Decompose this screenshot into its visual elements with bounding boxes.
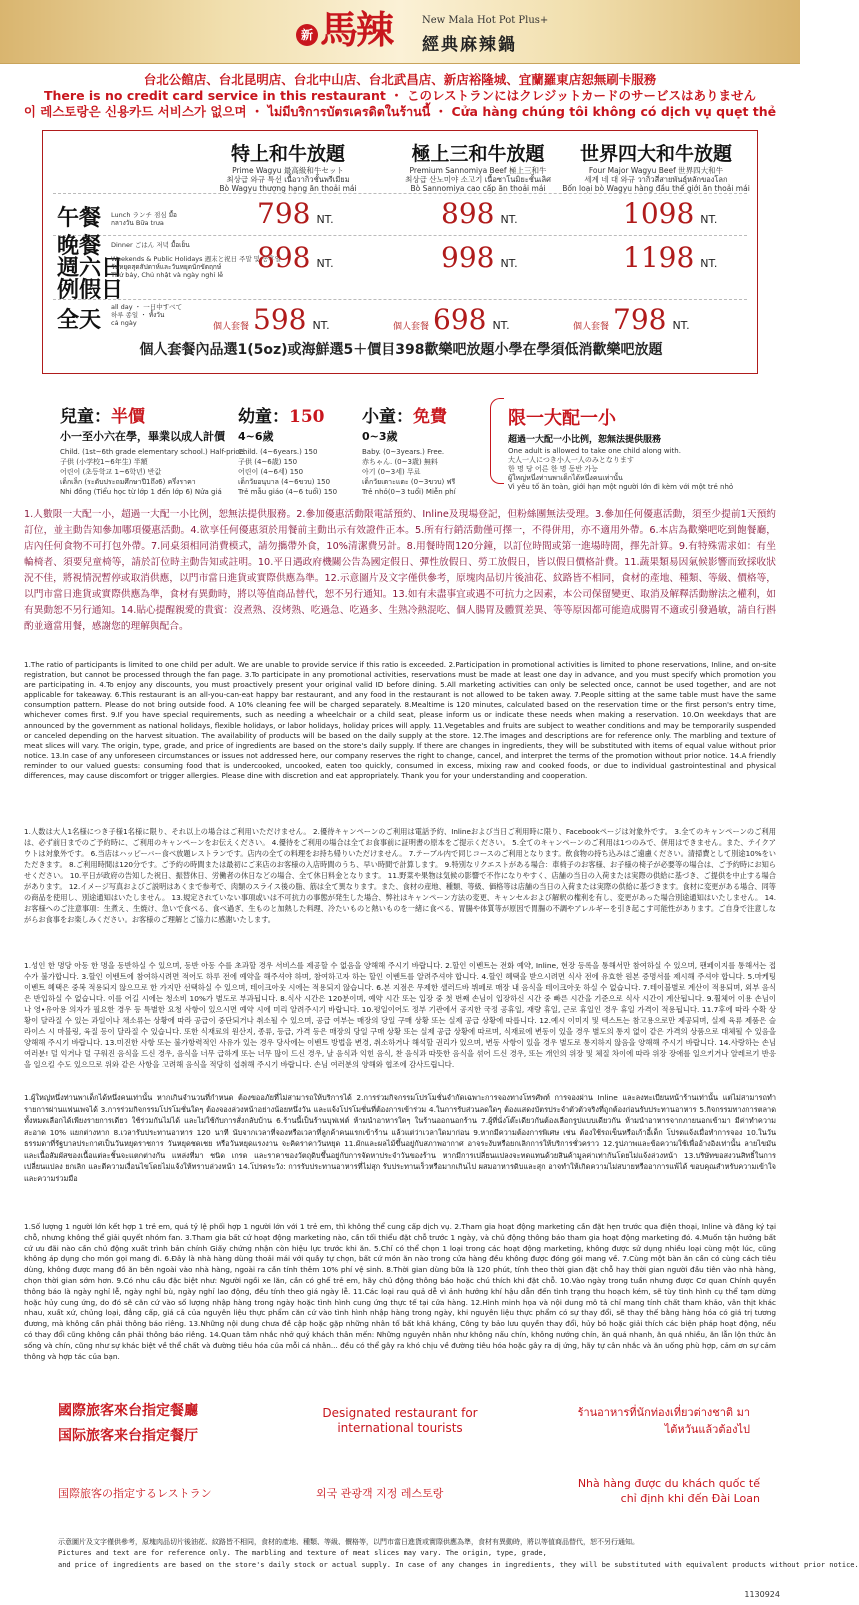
price-value: 1098 <box>623 197 695 230</box>
kid-line: 아기 (0~3세) 무료 <box>362 468 421 476</box>
price-value: 898 <box>441 197 495 230</box>
one-adult-one-child-limit <box>490 398 750 491</box>
no-card-notice-en-ja: There is no credit card service in this restaurant ・ このレストランにはクレジットカードのサービスはありません <box>44 88 756 103</box>
rules-chinese: 1.人數限一大配一小，超過一大配一小比例，恕無法提供服務。2.參加優惠活動限電話預約、Inline及現場登記，但粉絲團無法受理。3.參加任何優惠活動，須至少提前1天預約訂位，並主動告知參加哪項優惠活動。4.欲享任何優惠須於用餐前主動出示有效證件正本。5.所有行銷活動僅可擇一，不得併用，亦不適用外帶。6.本店為歡樂吧吃到飽餐廳，店內任何食物不可打包外帶。7.同桌須相同消費模式，請勿攜帶外食，10%清潔費另計。8.用餐時間120分鐘，以訂位時間或第一進場時間，擇先計算。9.有特殊需求如：有坐輪椅者、須要兒童椅等，請於訂位時主動告知或註明。10.平日遇政府機關公告為國定假日、彈性放假日、勞工放假日，皆以假日價格計費。11.蔬果類易因氣候影響而致採收狀況不佳，將視情況暫停或取消供應，以門市當日進貨或實際供應為準。12.示意圖片及文字僅供參考，原塊肉品切片後油花、紋路皆不相同，食材的產地、種類、等級、價格等，以門市當日進貨或實際供應為準，食材有異動時，將以等值商品替代，恕不另行通知。13.如有未盡事宜或遇不可抗力之因素，本公司保留變更、取消及解釋活動辦法之權利，如有異動恕不另行通知。14.貼心提醒親愛的貴賓：沒煮熟、沒烤熟、吃過急、吃過多、生熟冷熱混吃、個人腸胃及體質差異、等等原因都可能造成腸胃不適或引發過敏，請自行斟酌並適當用餐，感謝您的理解與配合。 <box>24 509 776 632</box>
kid-title: 幼童： <box>238 407 289 427</box>
kid-line: Child. (4~6years.) 150 <box>238 448 318 456</box>
kid-title: 兒童： <box>60 407 111 427</box>
column-sub-th: เนื้อวากิวชั้นพรีเมียม <box>284 175 350 184</box>
kid-line: Child. (1st~6th grade elementary school.) Half-price. <box>60 448 246 456</box>
kid-price: 半價 <box>111 407 145 427</box>
currency: NT. <box>316 213 334 226</box>
set-label: 個人套餐 <box>573 322 610 332</box>
set-label: 個人套餐 <box>213 322 250 332</box>
weekend-sub: Weekends & Public Holidays 週末と祝日 주말 및 공휴일 <box>111 255 281 263</box>
designated-th: ร้านอาหารที่นักท่องเที่ยวต่างชาติ มาไต้หวันแล้วต้องไป <box>577 1406 750 1436</box>
column-title: 世界四大和牛放題 <box>579 143 732 165</box>
designated-vi: Nhà hàng được du khách quốc tế chỉ định khi đến Đài Loan <box>577 1477 760 1505</box>
price-value: 698 <box>433 303 487 336</box>
column-header-prime-wagyu <box>193 139 383 193</box>
price-dinner-prime <box>257 241 334 274</box>
column-sub-ko: 최상급 산노미야 소고기 <box>405 175 485 184</box>
column-sub-en: Prime Wagyu 最高級和牛セット <box>232 166 344 175</box>
holiday-label: 例假日 <box>57 277 124 303</box>
price-allday-prime <box>253 303 330 336</box>
document-code: 1130924 <box>744 1590 780 1599</box>
price-lunch-prime <box>257 197 334 230</box>
currency: NT. <box>672 319 690 332</box>
logo-mark: 馬辣 <box>320 7 393 52</box>
header-banner <box>0 0 800 64</box>
currency: NT. <box>312 319 330 332</box>
designated-zh-tw: 國際旅客來台指定餐廳 <box>58 1403 198 1419</box>
rules-english: 1.The ratio of participants is limited to one child per adult. We are unable to provide service if this ratio is exceeded. 2.Participation in promotional activities is limited to phone reservations, Inline, and on-site registration, but cannot be processed through the fan page. 3.To participate in any promotional activities, reservations must be made at least one day in advance, and you must specify which promotion you are participating in. 4.To enjoy any discounts, you must proactively present your original valid ID before dining. 5.All marketing activities can only be selected once, cannot be used together, and are not applicable for takeaway. 6.This restaurant is an all-you-can-eat happy bar restaurant, and any food in the restaurant is not allowed to be taken away. 7.People sitting at the same table must have the same consumption pattern. Please do not bring outside food. A 10% cleaning fee will be charged separately. 8.Mealtime is 120 minutes, calculated based on the reservation time or the first person's entry time, whichever comes first. 9.If you have special requirements, such as needing a wheelchair or a child seat, please inform us or indicate these needs when making a reservation. 10.On weekdays that are announced by the government as national holidays, flexible holidays, or labor holidays, holiday prices will apply. 11.Vegetables and fruits are subject to weather conditions and may be temporarily suspended or canceled depending on the harvest situation. The availability of products will be based on the daily supply at the store. 12.The images and descriptions are for reference only. The marbling and texture of meat slices will vary. The origin, type, grade, and price of ingredients are based on the store's daily supply. If there are changes in ingredients, they will be substituted with items of equal value without prior notice. 13.In case of any unforeseen circumstances or issues not addressed here, our company reserves the right to change, cancel, and interpret the terms of the promotion without prior notice. 14.A friendly reminder to our valued guests: consuming food that is undercooked, uncooked, eaten too quickly, consumed in excess, mixing raw and cooked foods, or due to individual gastrointestinal and physical differences, may cause discomfort or trigger allergies. Please dine with discretion and eat appropriately. Thank you for your understanding and cooperation. <box>24 660 776 781</box>
kid-line: Baby. (0~3years.) Free. <box>362 448 445 456</box>
column-sub-en: Four Major Wagyu Beef 世界四大和牛 <box>588 166 724 175</box>
footer-disclaimer-en-2: and price of ingredients are based on the store's daily stock or actual supply. In case of any changes in ingredients, they will be substituted with equivalent products without prior notice. <box>58 1561 859 1569</box>
kid-price: 免費 <box>413 407 447 427</box>
limit-line: One adult is allowed to take one child along with. <box>508 447 681 455</box>
currency: NT. <box>500 213 518 226</box>
kid-line: 子供 (小学校1~6年生) 半額 <box>60 458 148 466</box>
set-meal-footnote: 個人套餐內品選1(5oz)或海鮮選5＋價目398歡樂吧放題小學在學須低消歡樂吧放題 <box>139 342 663 358</box>
column-sub-ko: 세계 네 대 와규 <box>584 175 638 184</box>
rules-korean: 1.성인 한 명당 아동 한 명을 동반하실 수 있으며, 동반 아동 수를 초과할 경우 서비스를 제공할 수 없음을 양해해 주시기 바랍니다. 2.할인 이벤트는 전화 예약, Inline, 현장 등록을 통해서만 참여하실 수 있으며, 팬페이지를 통해서는 접수가 불가합니다. 3.할인 이벤트에 참여하시려면 적어도 하루 전에 예약을 해주셔야 하며, 참여하고자 하는 할인 이벤트를 알려주셔야 합니다. 4.할인 혜택을 받으시려면 식사 전에 유효한 원본 증명서를 제시해 주셔야 합니다. 5.마케팅 이벤트 혜택은 중복 적용되지 않으므로 한 가지만 선택하실 수 있으며, 테이크아웃 시에는 적용되지 않습니다. 6.본 지점은 무제한 샐러드바 뷔페로 매장 내 음식을 테이크아웃 하실 수 없습니다. 7.테이블별로 계산이 적용되며, 외부 음식은 반입하실 수 없습니다. 이를 어길 시에는 청소비 10%가 별도로 부과됩니다. 8.식사 시간은 120분이며, 예약 시간 또는 입장 중 첫 번째 손님이 입장하신 시간 중 빠른 시간을 기준으로 식사 시간이 계산됩니다. 9.휠체어 이용 손님이나 영•유아용 의자가 필요한 경우 등 특별한 요청 사항이 있으시면 예약 시에 미리 알려주시기 바랍니다. 10.평일이어도 정부 기관에서 공지한 국정 공휴일, 재량 휴일, 근로 휴일인 경우 휴일 가격이 적용됩니다. 11.7후에 따라 수확 상황이 달라질 수 있는 과일이나 채소류는 상황에 따라 공급이 중단되거나 취소될 수 있으며, 공급 여부는 매장의 당일 구매 상황 또는 실제 공급 상황에 따릅니다. 12.예시 이미지 및 텍스트는 참고용으로만 제공되며, 실제 육류 제품은 슬라이스 시 마블링, 육질 등이 달라질 수 있습니다. 또한 식재료의 원산지, 종류, 등급, 가격 등은 매장의 당일 구매 상황 또는 실제 공급 상황에 따르며, 식재료에 변동이 있을 경우 별도의 통지 없이 같은 가격의 상품으로 대체될 수 있음을 양해해 주시기 바랍니다. 13.미진한 사항 또는 불가항력적인 사유가 있는 경우 당사에는 이벤트 방법을 변경, 취소하거나 해석할 권리가 있으며, 변동 사항이 있을 경우 별도로 통지하지 않음을 양해해 주시기 바랍니다. 14.사랑하는 손님 여러분! 덜 익거나 덜 구워진 음식을 드신 경우, 음식을 너무 급하게 또는 너무 많이 드신 경우, 날 음식과 익힌 음식, 찬 음식과 따뜻한 음식을 섞어 드신 경우, 또는 개인의 위장 및 체질 차이에 따라 위장 장애를 일으키거나 알레르기 반응을 일으킬 수도 있으므로 위와 같은 사항을 고려해 음식을 적당히 섭취해 주시기 바랍니다. 손님 여러분의 양해와 협조에 감사드립니다. <box>24 961 776 1069</box>
weekend-label: 週六日 <box>57 255 124 281</box>
kid-sub: 小一至小六在學，畢業以成人計價 <box>60 430 225 443</box>
child-pricing-elementary <box>60 402 246 497</box>
rules-vietnamese: 1.Số lượng 1 người lớn kết hợp 1 trẻ em, quá tỷ lệ phối hợp 1 người lớn với 1 trẻ em, thì không thể cung cấp dịch vụ. 2.Tham gia hoạt động marketing cần đặt hẹn trước qua điện thoại, Inline và đăng ký tại chỗ, nhưng không thể giải quyết nhóm fan. 3.Tham gia bất cứ hoạt động marketing nào, cần tối thiểu đặt chỗ trước 1 ngày, và chủ động thông báo tham gia hoạt động marketing đó. 4.Muốn tận hưởng bất cứ ưu đãi nào cần chủ động xuất trình bản chính Giấy chứng nhận còn hiệu lực trước khi ăn. 5.Chỉ có thể chọn 1 loại trong các hoạt động marketing, không được sử dụng nhiều loại cùng một lúc, cũng không áp dụng cho món gọi mang đi. 6.Đây là nhà hàng dùng thoải mái với quầy tự chọn, bất cứ món ăn nào trong cửa hàng đều không được đóng gói mang về. 7.Cùng một bàn ăn cần có cùng cách tiêu dùng, không được mang đồ ăn bên ngoài vào nhà hàng, ngoài ra cần tính thêm 10% phí vệ sinh. 8.Thời gian dùng bữa là 120 phút, tính theo thời gian đặt chỗ hay thời gian người đầu tiên vào nhà hàng, chọn thời gian sớm hơn. 9.Có nhu cầu đặc biệt như: Người ngồi xe lăn, cần có ghế trẻ em, hãy chủ động thông báo hoặc chú thích khi đặt chỗ. 10.Vào ngày trong tuần nhưng được Cơ quan Chính quyền thông báo là ngày nghỉ lễ, ngày nghỉ bù, ngày nghỉ lao động, đều tính theo giá ngày lễ. 11.Các loại rau quả dễ vì ảnh hưởng khí hậu dẫn đến tình trạng thu hoạch kém, sẽ tùy tình hình cụ thể tạm dừng hoặc hủy cung ứng, do đó sẽ căn cứ vào số lượng nhập hàng trong ngày hoặc tình hình cung ứng thực tế tại cửa hàng. 12.Hình minh họa và nội dung mô tả chỉ mang tính chất tham khảo, vân thịt khác nhau, xuất xứ, chủng loại, đẳng cấp, giá cả của nguyên liệu thực phẩm căn cứ vào tình hình nhập hàng trong ngày, khi nguyên liệu thực phẩm có sự thay đổi, sẽ thay thế bằng hàng hóa có giá trị tương đương, mà không cần phải thông báo riêng. 13.Những nội dung chưa đề cập hoặc gặp những nhân tố bất khả kháng, Công ty bảo lưu quyền thay đổi, hủy bỏ hoặc giải thích các biện pháp hoạt động, nếu có thay đổi cũng không cần phải thông báo riêng. 14.Quan tâm nhắc nhở quý khách thân mến: Những nguyên nhân như không nấu chín, không nướng chín, ăn quá nhanh, ăn quá nhiều, ăn lẫn lộn thức ăn sống và chín, cũng như sự khác biệt về thể chất và đường tiêu hóa của mỗi cá nhân... đều có thể gây ra khó chịu về đường tiêu hóa hoặc gây ra dị ứng, hãy tự cân nhắc và ăn uống phù hợp, cảm ơn sự cảm thông và hợp tác của bạn. <box>24 1222 777 1361</box>
brand-logo <box>296 6 549 58</box>
kid-line: เด็กเล็ก (ระดับประถมศึกษาปี1ถึง6) ครึ่งราคา <box>60 478 196 486</box>
currency: NT. <box>492 319 510 332</box>
designated-ko: 외국 관광객 지정 레스토랑 <box>316 1487 444 1500</box>
divider <box>53 235 747 236</box>
price-value: 898 <box>257 241 311 274</box>
limit-line: ผู้ใหญ่หนึ่งท่านพาเด็กได้หนึ่งคนเท่านั้น <box>508 474 623 482</box>
price-value: 1198 <box>623 241 695 274</box>
currency: NT. <box>700 257 718 270</box>
rules-thai: 1.ผู้ใหญ่หนึ่งท่านพาเด็กได้หนึ่งคนเท่านั้น หากเกินจำนวนที่กำหนด ต้องขออภัยที่ไม่สามารถให้บริการได้ 2.การร่วมกิจกรรมโปรโมชั่นจำกัดเฉพาะการจองทางโทรศัพท์ การจองผ่าน Inline และลงทะเบียนหน้าร้านเท่านั้น แต่ไม่สามารถทำรายการผ่านแฟนเพจได้ 3.การร่วมกิจกรรมโปรโมชั่นใดๆ ต้องจองล่วงหน้าอย่างน้อยหนึ่งวัน และแจ้งโปรโมชั่นที่ต้องการเข้าร่วม 4.ในการรับส่วนลดใดๆ ต้องแสดงบัตรประจำตัวตัวจริงที่ถูกต้องก่อนรับประทานอาหาร 5.กิจกรรมทางการตลาดทั้งหมดเลือกได้เพียงรายการเดียว ใช้ร่วมกันไม่ได้ และไม่ใช้กับการสั่งกลับบ้าน 6.ร้านนี้เป็นร้านบุฟเฟต์ ห้ามนำอาหารใดๆ ในร้านออกนอกร้าน 7.ผู้ที่นั่งโต๊ะเดียวกันต้องเลือกรูปแบบเดียวกัน ห้ามนำอาหารจากภายนอกเข้ามา มีค่าทำความสะอาด 10% แยกต่างหาก 8.เวลารับประทานอาหาร 120 นาที นับจากเวลาที่จองหรือเวลาที่ลูกค้าคนแรกเข้าร้าน แล้วแต่ว่าเวลาใดมาก่อน 9.หากมีความต้องการพิเศษ เช่น ต้องใช้รถเข็นหรือเก้าอี้เด็ก โปรดแจ้งเมื่อทำการจอง 10.ในวันธรรมดาที่รัฐบาลประกาศเป็นวันหยุดราชการ วันหยุดชดเชย หรือวันหยุดแรงงาน จะคิดราคาวันหยุด 11.ผักและผลไม้ขึ้นอยู่กับสภาพอากาศ อาจระงับหรือยกเลิกการให้บริการชั่วคราว 12.รูปภาพและข้อความใช้เพื่ออ้างอิงเท่านั้น ลายไขมันและเนื้อสัมผัสของเนื้อแต่ละชิ้นจะแตกต่างกัน แหล่งที่มา ชนิด เกรด และราคาของวัตถุดิบขึ้นอยู่กับการจัดหาประจำวันของร้าน หากมีการเปลี่ยนแปลงจะทดแทนด้วยสินค้ามูลค่าเท่ากันโดยไม่แจ้งล่วงหน้า 13.บริษัทขอสงวนสิทธิ์ในการเปลี่ยนแปลง ยกเลิก และตีความเงื่อนไขโดยไม่แจ้งให้ทราบล่วงหน้า 14.โปรดระวัง: การรับประทานอาหารที่ไม่สุก รับประทานเร็วหรือมากเกินไป ผสมอาหารดิบและสุก อาจทำให้เกิดความไม่สบายหรืออาการแพ้ได้ ขอบคุณสำหรับความเข้าใจและความร่วมมือ <box>24 1093 776 1183</box>
price-lunch-sannomiya <box>441 197 518 230</box>
limit-title: 限一大配一小 <box>508 408 616 429</box>
divider <box>53 193 747 194</box>
column-sub-vi: Bò Sannomiya cao cấp ăn thoải mái <box>410 184 546 193</box>
logo-english: New Mala Hot Pot Plus+ <box>422 15 549 26</box>
kid-line: Trẻ mẫu giáo (4~6 tuổi) 150 <box>238 488 338 496</box>
weekend-sub-vi: Thứ bảy, Chủ nhật và ngày nghỉ lễ <box>111 271 224 279</box>
price-value: 598 <box>253 303 307 336</box>
column-sub-vi: Bò Wagyu thượng hạng ăn thoải mái <box>219 184 357 193</box>
column-title: 極上三和牛放題 <box>411 143 545 165</box>
allday-sub-ko-th: 하루 종일 ・ ทั้งวัน <box>111 311 165 319</box>
kid-sub: 4~6歲 <box>238 430 274 443</box>
footer-disclaimer-en-1: Pictures and text are for reference only. The marbling and texture of meat slices may vary. The origin, type, grade, <box>58 1549 547 1557</box>
no-card-notice-ko-th-vi: 이 레스토랑은 신용카드 서비스가 없으며 ・ ไม่มีบริการบัตรเครดิตในร้านนี้ ・ Cửa hàng chúng tôi không có dịch vụ quẹt thẻ <box>23 104 777 119</box>
row-sub-lunch: Lunch ランチ 점심 มื้อกลางวัน Bữa trưa <box>111 211 177 227</box>
price-value: 998 <box>441 241 495 274</box>
child-pricing-preschool <box>238 402 337 497</box>
kid-line: 어린이 (초등학교 1~6학년) 반값 <box>60 468 162 476</box>
limit-line: 한 명 당 어른 한 명 동반 가능 <box>508 465 598 473</box>
kid-line: Trẻ nhỏ(0~3 tuổi) Miễn phí <box>362 488 456 496</box>
price-value: 798 <box>257 197 311 230</box>
kid-line: เด็กวัยอนุบาล (4~6ขวบ) 150 <box>238 478 331 486</box>
currency: NT. <box>500 257 518 270</box>
kid-line: 子供 (4~6歳) 150 <box>238 458 298 466</box>
limit-sub: 超過一大配一小比例，恕無法提供服務 <box>508 435 662 445</box>
price-allday-four <box>613 303 690 336</box>
weekend-sub-th: วันหยุดสุดสัปดาห์และวันหยุดนักขัตฤกษ์ <box>111 263 222 271</box>
set-label: 個人套餐 <box>393 322 430 332</box>
brace-decoration <box>490 398 504 484</box>
logo-seal: 新 <box>296 24 318 46</box>
footer-disclaimer-zh: 示意圖片及文字僅供參考，原塊肉品切片後油花、紋路皆不相同，食材的產地、種類、等級、價格等，以門市當日進貨或實際供應為準，食材有異動時，將以等值商品替代，恕不另行通知。 <box>58 1538 639 1546</box>
kid-line: Nhi đồng (Tiểu học từ lớp 1 đến lớp 6) Nửa giá <box>60 488 222 496</box>
designated-ja: 国際旅客の指定するレストラン <box>58 1487 212 1500</box>
row-label-allday: 全天 <box>57 307 102 333</box>
kid-line: เด็กวัยเตาะแตะ (0~3ขวบ) ฟรี <box>362 478 456 486</box>
column-header-four-wagyu <box>561 139 751 193</box>
currency: NT. <box>316 257 334 270</box>
kid-sub: 0~3歲 <box>362 430 398 443</box>
row-sub-dinner <box>111 241 281 279</box>
limit-line: 大人一人につき小人一人のみとなります <box>508 456 634 464</box>
row-label-lunch: 午餐 <box>57 205 102 231</box>
column-sub-vi: Bốn loại bò Wagyu hàng đầu thế giới ăn thoải mái <box>562 184 750 193</box>
no-card-branches: 台北公館店、台北昆明店、台北中山店、台北武昌店、新店裕隆城、宜蘭羅東店恕無刷卡服務 <box>143 72 657 87</box>
column-sub-th: วากิวสี่สายพันธุ์หลักของโลก <box>637 175 728 184</box>
dinner-label: 晚餐 <box>57 233 102 259</box>
column-sub-th: เนื้อซาโนมิยะชั้นเลิศ <box>484 175 551 184</box>
column-header-sannomiya <box>383 139 573 193</box>
column-sub-en: Premium Sannomiya Beef 極上三和牛 <box>409 166 547 175</box>
allday-sub-vi: cả ngày <box>111 319 137 327</box>
divider <box>53 299 747 300</box>
row-sub-allday <box>111 303 182 327</box>
designated-en: Designated restaurant for international tourists <box>322 1406 478 1435</box>
kid-title: 小童： <box>362 407 413 427</box>
kid-price: 150 <box>289 407 325 427</box>
column-sub-ko: 최상급 와규 특선 <box>226 175 285 184</box>
price-lunch-four <box>623 197 717 230</box>
column-title: 特上和牛放題 <box>230 143 345 165</box>
logo-chinese: 經典麻辣鍋 <box>422 35 517 55</box>
kid-line: 赤ちゃん. (0~3歳) 無料 <box>362 458 438 466</box>
allday-sub: all day ・ 一日中すべて <box>111 303 183 311</box>
rules-japanese: 1.人数は大人1名様につき子様1名様に限り、それ以上の場合はご利用いただけません。 2.優待キャンペーンのご利用は電話予約、Inlineおよび当日ご利用時に限り、Facebookページは対象外です。 3.全てのキャンペーンのご利用は、必ず前日までのご予約時に、ご利用のキャンペーンをお伝えください。 4.優待をご利用の場合は全てお食事前に証明書の原本をご提示ください。 5.全てのキャンペーンのご利用は1つのみで、併用はできません。また、テイクアウトは対象外です。 6.当店はハッピーバー食べ放題レストランです。店内の全ての料理をお持ち帰りいただけません。 7.テーブル内で同じコースのご利用となります。飲食物の持ち込みはご遠慮ください。清掃費として別途10%をいただきます。 8.ご利用時間は120分です。ご予約の時間または最初にご来店のお客様の入店時間のうち、早い時間で計算します。 9.特別なリクエストがある場合：車椅子のお客様、お子様の椅子が必要等の場合は、ご予約時にお知らせください。 10.平日が政府の告知した祝日、振替休日、労働者の休日などの場合、全て休日料金となります。 11.野菜や果物は気候の影響で不作になりやすく、店舗の当日の入荷または実際の供給に基づき、ご提供を中止する場合があります。 12.イメージ写真およびご説明はあくまで参考で、肉類のスライス後の脂、筋は全て異なります。また、食材の産地、種類、等級、価格等は店舗の当日の入荷または実際の供給に基づきます。食材に変更がある場合、同等の商品を使用し、別途通知はいたしません。 13.規定されていない事項或いは不可抗力の事態が発生した場合、弊社はキャンペーン方法の変更、キャンセルおよび解釈の権利を有し、変更があった場合別途通知はいたしません。 14.お客様へのご注意事項：生煮え、生焼け、急いで食べる、食べ過ぎ、生ものと加熱した料理、冷たいものと熱いものを一緒に食べる、胃腸や体質等が原因で胃腸の不調やアレルギーを引き起こす可能性があります。ご自身で注意しながらお食事をお楽しみください。お客様のご理解とご協力に感謝いたします。 <box>24 827 776 924</box>
price-allday-sannomiya <box>433 303 510 336</box>
dinner-sub: Dinner ごはん 저녁 มื้อเย็น <box>111 241 190 249</box>
price-dinner-sannomiya <box>441 241 518 274</box>
price-dinner-four <box>623 241 717 274</box>
price-value: 798 <box>613 303 667 336</box>
kid-line: 어린이 (4~6세) 150 <box>238 468 304 476</box>
designated-zh-cn: 国际旅客来台指定餐厅 <box>58 1428 198 1444</box>
currency: NT. <box>700 213 718 226</box>
price-table <box>42 130 758 374</box>
limit-line: Vì yêu tố ăn toàn, giới hạn một người lớn đi kèm với một trẻ nhỏ <box>508 483 734 491</box>
child-pricing-baby <box>362 402 456 497</box>
